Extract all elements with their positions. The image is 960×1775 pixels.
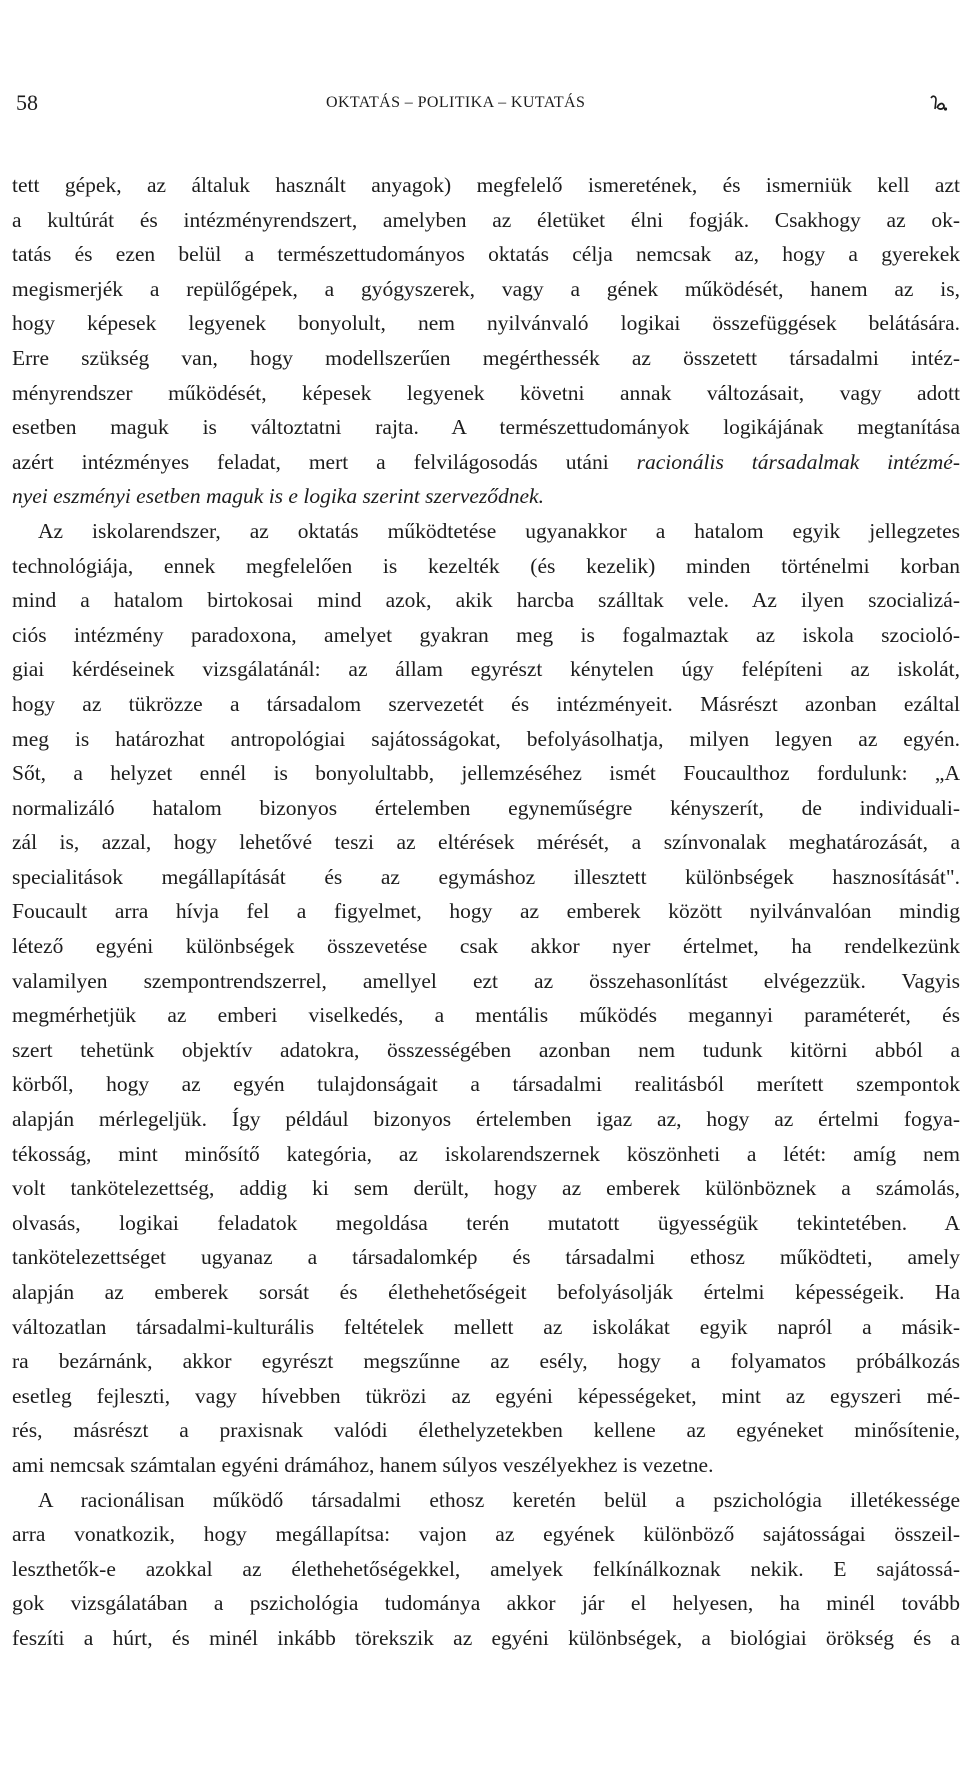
text-segment: körből, hogy az egyén tulajdonságait a társadalmi realitásból merített szempontok [12, 1072, 960, 1097]
text-line [12, 652, 960, 687]
text-segment: Az iskolarendszer, az oktatás működtetése ugyanakkor a hatalom egyik jellegzetes [38, 518, 960, 543]
text-line [12, 583, 960, 618]
text-segment: létező egyéni különbségek összevetése csak akkor nyer értelmet, ha rendelkezünk [12, 934, 960, 959]
italic-text: nyei eszményi esetben maguk is e logika szerint szerveződnek. [12, 484, 544, 509]
text-segment: megmérhetjük az emberi viselkedés, a mentális működés megannyi paraméterét, és [12, 1003, 960, 1028]
text-line [12, 1344, 960, 1379]
text-segment: technológiája, ennek megfelelően is kezelték (és kezelik) minden történelmi korban [12, 553, 960, 578]
text-segment: azért intézményes feladat, mert a felvilágosodás utáni [12, 449, 637, 474]
text-line [12, 964, 960, 999]
text-segment: gok vizsgálatában a pszichológia tudománya akkor jár el helyesen, ha minél tovább [12, 1591, 960, 1616]
text-line [12, 341, 960, 376]
text-line [12, 1379, 960, 1414]
text-segment: olvasás, logikai feladatok megoldása terén mutatott ügyességük tekintetében. A [12, 1210, 960, 1235]
text-line [12, 929, 960, 964]
text-line [12, 756, 960, 791]
text-segment: tékosság, mint minősítő kategória, az iskolarendszernek köszönheti a létét: amíg nem [12, 1141, 960, 1166]
body-text [12, 168, 960, 1656]
text-line [12, 1552, 960, 1587]
text-line [12, 1275, 960, 1310]
text-segment: alapján mérlegeljük. Így például bizonyos értelemben igaz az, hogy az értelmi fogya- [12, 1107, 960, 1132]
text-segment: esetleg fejleszti, vagy hívebben tükrözi az egyéni képességeket, mint az egyszeri mé- [12, 1383, 960, 1408]
text-line [12, 237, 960, 272]
text-segment: zál is, azzal, hogy lehetővé teszi az eltérések mérését, a színvonalak meghatározását, a [12, 830, 960, 855]
text-segment: ményrendszer működését, képesek legyenek követni annak változásait, vagy adott [12, 380, 960, 405]
text-segment: normalizáló hatalom bizonyos értelemben egyneműségre kényszerít, de individuali- [12, 795, 960, 820]
text-line [12, 410, 960, 445]
text-segment: hogy képesek legyenek bonyolult, nem nyilvánvaló logikai összefüggések belátására. [12, 311, 960, 336]
text-line [12, 1586, 960, 1621]
text-segment: ra bezárnánk, akkor egyrészt megszűnne az esély, hogy a folyamatos próbálkozás [12, 1349, 960, 1374]
text-line [12, 1240, 960, 1275]
text-segment: Erre szükség van, hogy modellszerűen megérthessék az összetett társadalmi intéz- [12, 345, 960, 370]
text-line [12, 618, 960, 653]
text-segment: ami nemcsak számtalan egyéni drámához, hanem súlyos veszélyekhez is vezetne. [12, 1452, 714, 1477]
text-line [12, 1483, 960, 1518]
text-segment: mind a hatalom birtokosai mind azok, akik harcba szálltak vele. Az ilyen szocializá- [12, 588, 960, 613]
text-line [12, 549, 960, 584]
text-segment: esetben maguk is változtatni rajta. A természettudományok logikájának megtanítása [12, 415, 960, 440]
text-segment: szert tehetünk objektív adatokra, összességében azonban nem tudunk kitörni abból a [12, 1037, 960, 1062]
text-line [12, 306, 960, 341]
text-line [12, 1102, 960, 1137]
text-segment: hogy az tükrözze a társadalom szervezetét és intézményeit. Másrészt azonban ezáltal [12, 691, 960, 716]
text-segment: tett gépek, az általuk használt anyagok) megfelelő ismeretének, és ismerniük kell azt [12, 173, 960, 197]
text-line [12, 445, 960, 480]
text-segment: a kultúrát és intézményrendszert, amelyben az életüket élni fogják. Csakhogy az ok- [12, 207, 960, 232]
text-segment: giai kérdéseinek vizsgálatánál: az állam egyrészt kénytelen úgy felépíteni az iskolát, [12, 657, 960, 682]
text-segment: rés, másrészt a praxisnak valódi élethelyzetekben kellene az egyéneket minősítenie, [12, 1418, 960, 1443]
text-segment: specialitások megállapítását és az egymáshoz illesztett különbségek hasznosítását". [12, 864, 960, 889]
text-segment: változatlan társadalmi-kulturális feltételek mellett az iskolákat egyik napról a másik- [12, 1314, 960, 1339]
text-segment: megismerjék a repülőgépek, a gyógyszerek, vagy a gének működését, hanem az is, [12, 276, 960, 301]
italic-text: racionális társadalmak intézmé- [636, 449, 960, 474]
text-line [12, 168, 960, 203]
text-segment: leszthetők-e azokkal az élethehetőségekkel, amelyek felkínálkoznak nekik. E sajátossá- [12, 1556, 960, 1581]
text-segment: volt tankötelezettség, addig ki sem derült, hogy az emberek különböznek a számolás, [12, 1176, 960, 1201]
text-line [12, 1171, 960, 1206]
text-segment: Sőt, a helyzet ennél is bonyolultabb, jellemzéséhez ismét Foucaulthoz fordulunk: „A [12, 761, 960, 786]
running-head: OKTATÁS – POLITIKA – KUTATÁS [326, 94, 586, 111]
text-line [12, 687, 960, 722]
text-segment: feszíti a húrt, és minél inkább törekszik az egyéni különbségek, a biológiai örökség és a [12, 1625, 960, 1650]
text-segment: arra vonatkozik, hogy megállapítsa: vajon az egyének különböző sajátosságai összeil- [12, 1522, 960, 1547]
text-segment: Foucault arra hívja fel a figyelmet, hogy az emberek között nyilvánvalóan mindig [12, 899, 960, 924]
text-line [12, 1033, 960, 1068]
text-line [12, 1137, 960, 1172]
text-line [12, 203, 960, 238]
text-line [12, 825, 960, 860]
text-segment: tatás és ezen belül a természettudományos oktatás célja nemcsak az, hogy a gyerekek [12, 242, 960, 267]
printer-mark-icon [928, 94, 948, 112]
text-segment: tankötelezettséget ugyanaz a társadalomkép és társadalmi ethosz működteti, amely [12, 1245, 960, 1270]
text-line [12, 1310, 960, 1345]
text-line [12, 1517, 960, 1552]
text-segment: valamilyen szempontrendszerrel, amellyel ezt az összehasonlítást elvégezzük. Vagyis [12, 968, 960, 993]
text-line [12, 1067, 960, 1102]
text-line [12, 376, 960, 411]
text-line [12, 791, 960, 826]
text-line [12, 272, 960, 307]
text-line [12, 1206, 960, 1241]
text-segment: meg is határozhat antropológiai sajátosságokat, befolyásolhatja, milyen legyen az egyén. [12, 726, 960, 751]
text-line [12, 1448, 960, 1483]
page-number: 58 [16, 90, 38, 115]
text-segment: A racionálisan működő társadalmi ethosz keretén belül a pszichológia illetékessége [38, 1487, 960, 1512]
text-segment: alapján az emberek sorsát és élethehetőségeit befolyásolják értelmi képességeik. Ha [12, 1280, 960, 1304]
text-line [12, 1413, 960, 1448]
text-line [12, 894, 960, 929]
text-line [12, 860, 960, 895]
text-line [12, 722, 960, 757]
text-line [12, 514, 960, 549]
text-line [12, 1621, 960, 1656]
text-line [12, 998, 960, 1033]
page-header [0, 88, 960, 118]
text-line [12, 479, 960, 514]
text-segment: ciós intézmény paradoxona, amelyet gyakran meg is fogalmaztak az iskola szocioló- [12, 622, 960, 647]
